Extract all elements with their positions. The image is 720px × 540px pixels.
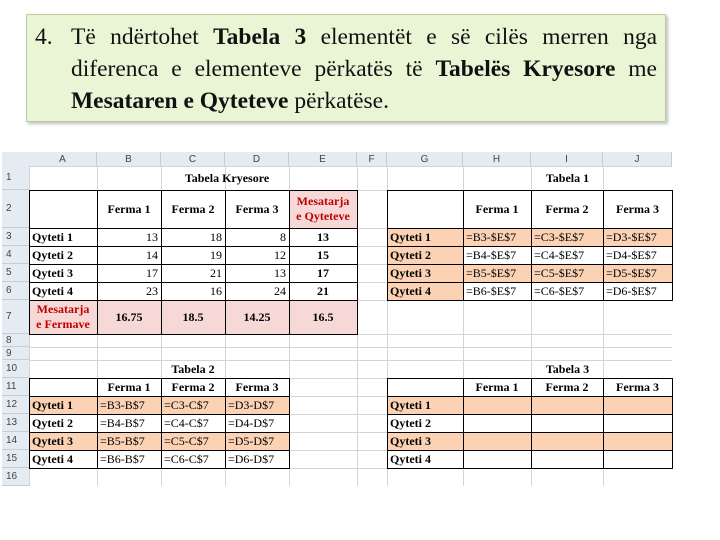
column-header-j[interactable]: J [603,152,672,166]
t1-formula[interactable]: =B6-$E$7 [466,283,517,298]
t2-formula[interactable]: =D4-D$7 [228,415,275,430]
farm-avg-value[interactable]: 14.25 [243,309,271,324]
t1-formula[interactable]: =C5-$E$7 [534,265,585,280]
row-header-13[interactable]: 13 [2,414,29,432]
t1-formula[interactable]: =C6-$E$7 [534,283,585,298]
task-description [71,21,657,117]
main-table-title[interactable]: Tabela Kryesore [184,170,270,185]
gridline [2,468,672,469]
main-city-avg[interactable]: 15 [317,247,329,262]
row-header-8[interactable]: 8 [2,334,29,347]
t3-title[interactable]: Tabela 3 [545,361,590,376]
t1-header-ferma-1[interactable]: Ferma 1 [475,201,519,216]
task-phrase: përkatëse. [288,88,389,114]
task-text [35,21,657,117]
main-value[interactable]: 17 [146,265,158,280]
task-bold-phrase: Mesataren e Qyteteve [71,88,289,114]
avg-header-line2: e Qyteteve [296,209,350,223]
t3-empty-cell[interactable] [531,432,603,450]
main-city-avg[interactable]: 13 [317,229,329,244]
task-bold-phrase: Tabelës Kryesore [435,56,616,82]
main-city-4[interactable]: Qyteti 4 [32,283,73,298]
t1-formula[interactable]: =D3-$E$7 [606,229,657,244]
t1-city-3[interactable]: Qyteti 3 [390,265,431,280]
t2-city-2[interactable]: Qyteti 2 [32,415,73,430]
t1-city-1[interactable]: Qyteti 1 [390,229,431,244]
main-value[interactable]: 14 [146,247,158,262]
t1-formula[interactable]: =D5-$E$7 [606,265,657,280]
t2-formula[interactable]: =D3-D$7 [228,397,275,412]
main-city-avg[interactable]: 17 [317,265,329,280]
t1-formula[interactable]: =C4-$E$7 [534,247,585,262]
row-header-16[interactable]: 16 [2,468,29,486]
t2-formula[interactable]: =B5-B$7 [100,433,145,448]
spreadsheet [2,152,692,492]
t1-formula[interactable]: =D6-$E$7 [606,283,657,298]
row-header-6[interactable]: 6 [2,282,29,300]
row-header-3[interactable]: 3 [2,228,29,246]
column-header-b[interactable]: B [97,152,161,166]
t3-empty-cell[interactable] [531,450,603,468]
t1-formula[interactable]: =B3-$E$7 [466,229,517,244]
t3-city-2[interactable]: Qyteti 2 [390,415,431,430]
t2-formula[interactable]: =D6-D$7 [228,451,275,466]
main-value[interactable]: 24 [274,283,286,298]
t2-city-4[interactable]: Qyteti 4 [32,451,73,466]
farm-avg-label[interactable] [29,300,97,334]
main-header-ferma-1[interactable]: Ferma 1 [107,201,151,216]
column-header-i[interactable]: I [531,152,603,166]
gridline [2,334,672,335]
row-header-15[interactable]: 15 [2,450,29,468]
row-header-7[interactable]: 7 [2,300,29,334]
t2-title[interactable]: Tabela 2 [171,361,215,376]
t3-empty-cell[interactable] [463,414,531,432]
column-header-f[interactable]: F [357,152,387,166]
gridline [357,152,358,486]
farm-avg-value[interactable]: 16.75 [115,309,143,324]
t1-title[interactable]: Tabela 1 [545,170,590,185]
row-header-10[interactable]: 10 [2,360,29,378]
main-value[interactable]: 13 [274,265,286,280]
t2-city-1[interactable]: Qyteti 1 [32,397,73,412]
t2-formula[interactable]: =B3-B$7 [100,397,145,412]
t1-formula[interactable]: =B4-$E$7 [466,247,517,262]
t3-city-4[interactable]: Qyteti 4 [390,451,431,466]
main-value[interactable]: 23 [146,283,158,298]
task-bold-phrase: Tabela 3 [213,24,307,50]
row-header-9[interactable]: 9 [2,347,29,360]
main-value[interactable]: 8 [280,229,286,244]
t3-header-ferma-1[interactable]: Ferma 1 [475,379,519,394]
t1-city-2[interactable]: Qyteti 2 [390,247,431,262]
gridline [2,347,672,348]
main-value[interactable]: 13 [146,229,158,244]
main-header-ferma-2[interactable]: Ferma 2 [171,201,215,216]
t2-formula[interactable]: =C4-C$7 [164,415,209,430]
row-header-2[interactable]: 2 [2,190,29,228]
t2-formula[interactable]: =C3-C$7 [164,397,209,412]
column-header-g[interactable]: G [387,152,463,166]
column-header-a[interactable]: A [29,152,97,166]
t2-formula[interactable]: =D5-D$7 [228,433,275,448]
t2-header-ferma-2[interactable]: Ferma 2 [171,379,215,394]
cell-border [387,378,464,397]
t1-header-ferma-2[interactable]: Ferma 2 [545,201,589,216]
t3-empty-cell[interactable] [603,414,672,432]
farm-avg-line1: Mesatarja [36,302,90,316]
main-value[interactable]: 18 [210,229,222,244]
row-header-11[interactable]: 11 [2,378,29,396]
t2-city-3[interactable]: Qyteti 3 [32,433,73,448]
main-city-1[interactable]: Qyteti 1 [32,229,73,244]
t3-empty-cell[interactable] [463,450,531,468]
t1-formula[interactable]: =B5-$E$7 [466,265,517,280]
main-header-avg[interactable] [289,190,357,228]
t3-header-ferma-3[interactable]: Ferma 3 [616,379,659,394]
t2-header-ferma-1[interactable]: Ferma 1 [107,379,151,394]
main-city-avg[interactable]: 21 [317,283,329,298]
main-city-3[interactable]: Qyteti 3 [32,265,73,280]
t3-empty-cell[interactable] [603,450,672,468]
t1-city-4[interactable]: Qyteti 4 [390,283,431,298]
main-value[interactable]: 19 [210,247,222,262]
t3-city-1[interactable]: Qyteti 1 [390,397,431,412]
main-header-ferma-3[interactable]: Ferma 3 [235,201,279,216]
farm-avg-value[interactable]: 18.5 [182,309,204,324]
t2-header-ferma-3[interactable]: Ferma 3 [235,379,279,394]
farm-avg-value[interactable]: 16.5 [312,309,334,324]
row-header-14[interactable]: 14 [2,432,29,450]
t3-empty-cell[interactable] [463,432,531,450]
column-header-h[interactable]: H [463,152,531,166]
row-header-12[interactable]: 12 [2,396,29,414]
t3-empty-cell[interactable] [463,396,531,414]
select-all-corner[interactable] [2,152,29,166]
row-header-4[interactable]: 4 [2,246,29,264]
t2-formula[interactable]: =B4-B$7 [100,415,145,430]
cell-border [29,378,98,397]
t3-empty-cell[interactable] [531,396,603,414]
task-banner [26,14,666,122]
t1-formula[interactable]: =C3-$E$7 [534,229,585,244]
task-phrase: me [615,56,657,82]
farm-avg-line2: e Fermave [36,317,90,331]
t1-header-ferma-3[interactable]: Ferma 3 [616,201,659,216]
column-header-e[interactable]: E [289,152,357,166]
t2-formula[interactable]: =C5-C$7 [164,433,209,448]
main-value[interactable]: 21 [210,265,222,280]
task-phrase: elementët e së cilës merren nga diferenca e elementeve përkatës të [71,24,657,82]
main-city-2[interactable]: Qyteti 2 [32,247,73,262]
t3-city-3[interactable]: Qyteti 3 [390,433,431,448]
avg-header-line1: Mesatarja [296,194,350,208]
row-header-1[interactable]: 1 [2,166,29,190]
main-value[interactable]: 16 [210,283,222,298]
t2-formula[interactable]: =C6-C$7 [164,451,209,466]
cell-border [387,190,464,229]
cell-border [29,190,98,229]
t3-empty-cell[interactable] [531,414,603,432]
main-value[interactable]: 12 [274,247,286,262]
t2-formula[interactable]: =B6-B$7 [100,451,145,466]
t3-empty-cell[interactable] [603,432,672,450]
t3-header-ferma-2[interactable]: Ferma 2 [545,379,589,394]
task-number: 4. [35,24,53,50]
task-phrase: Të ndërtohet [71,24,214,50]
row-header-5[interactable]: 5 [2,264,29,282]
column-header-c[interactable]: C [161,152,225,166]
column-header-d[interactable]: D [225,152,289,166]
t1-formula[interactable]: =D4-$E$7 [606,247,657,262]
t3-empty-cell[interactable] [603,396,672,414]
